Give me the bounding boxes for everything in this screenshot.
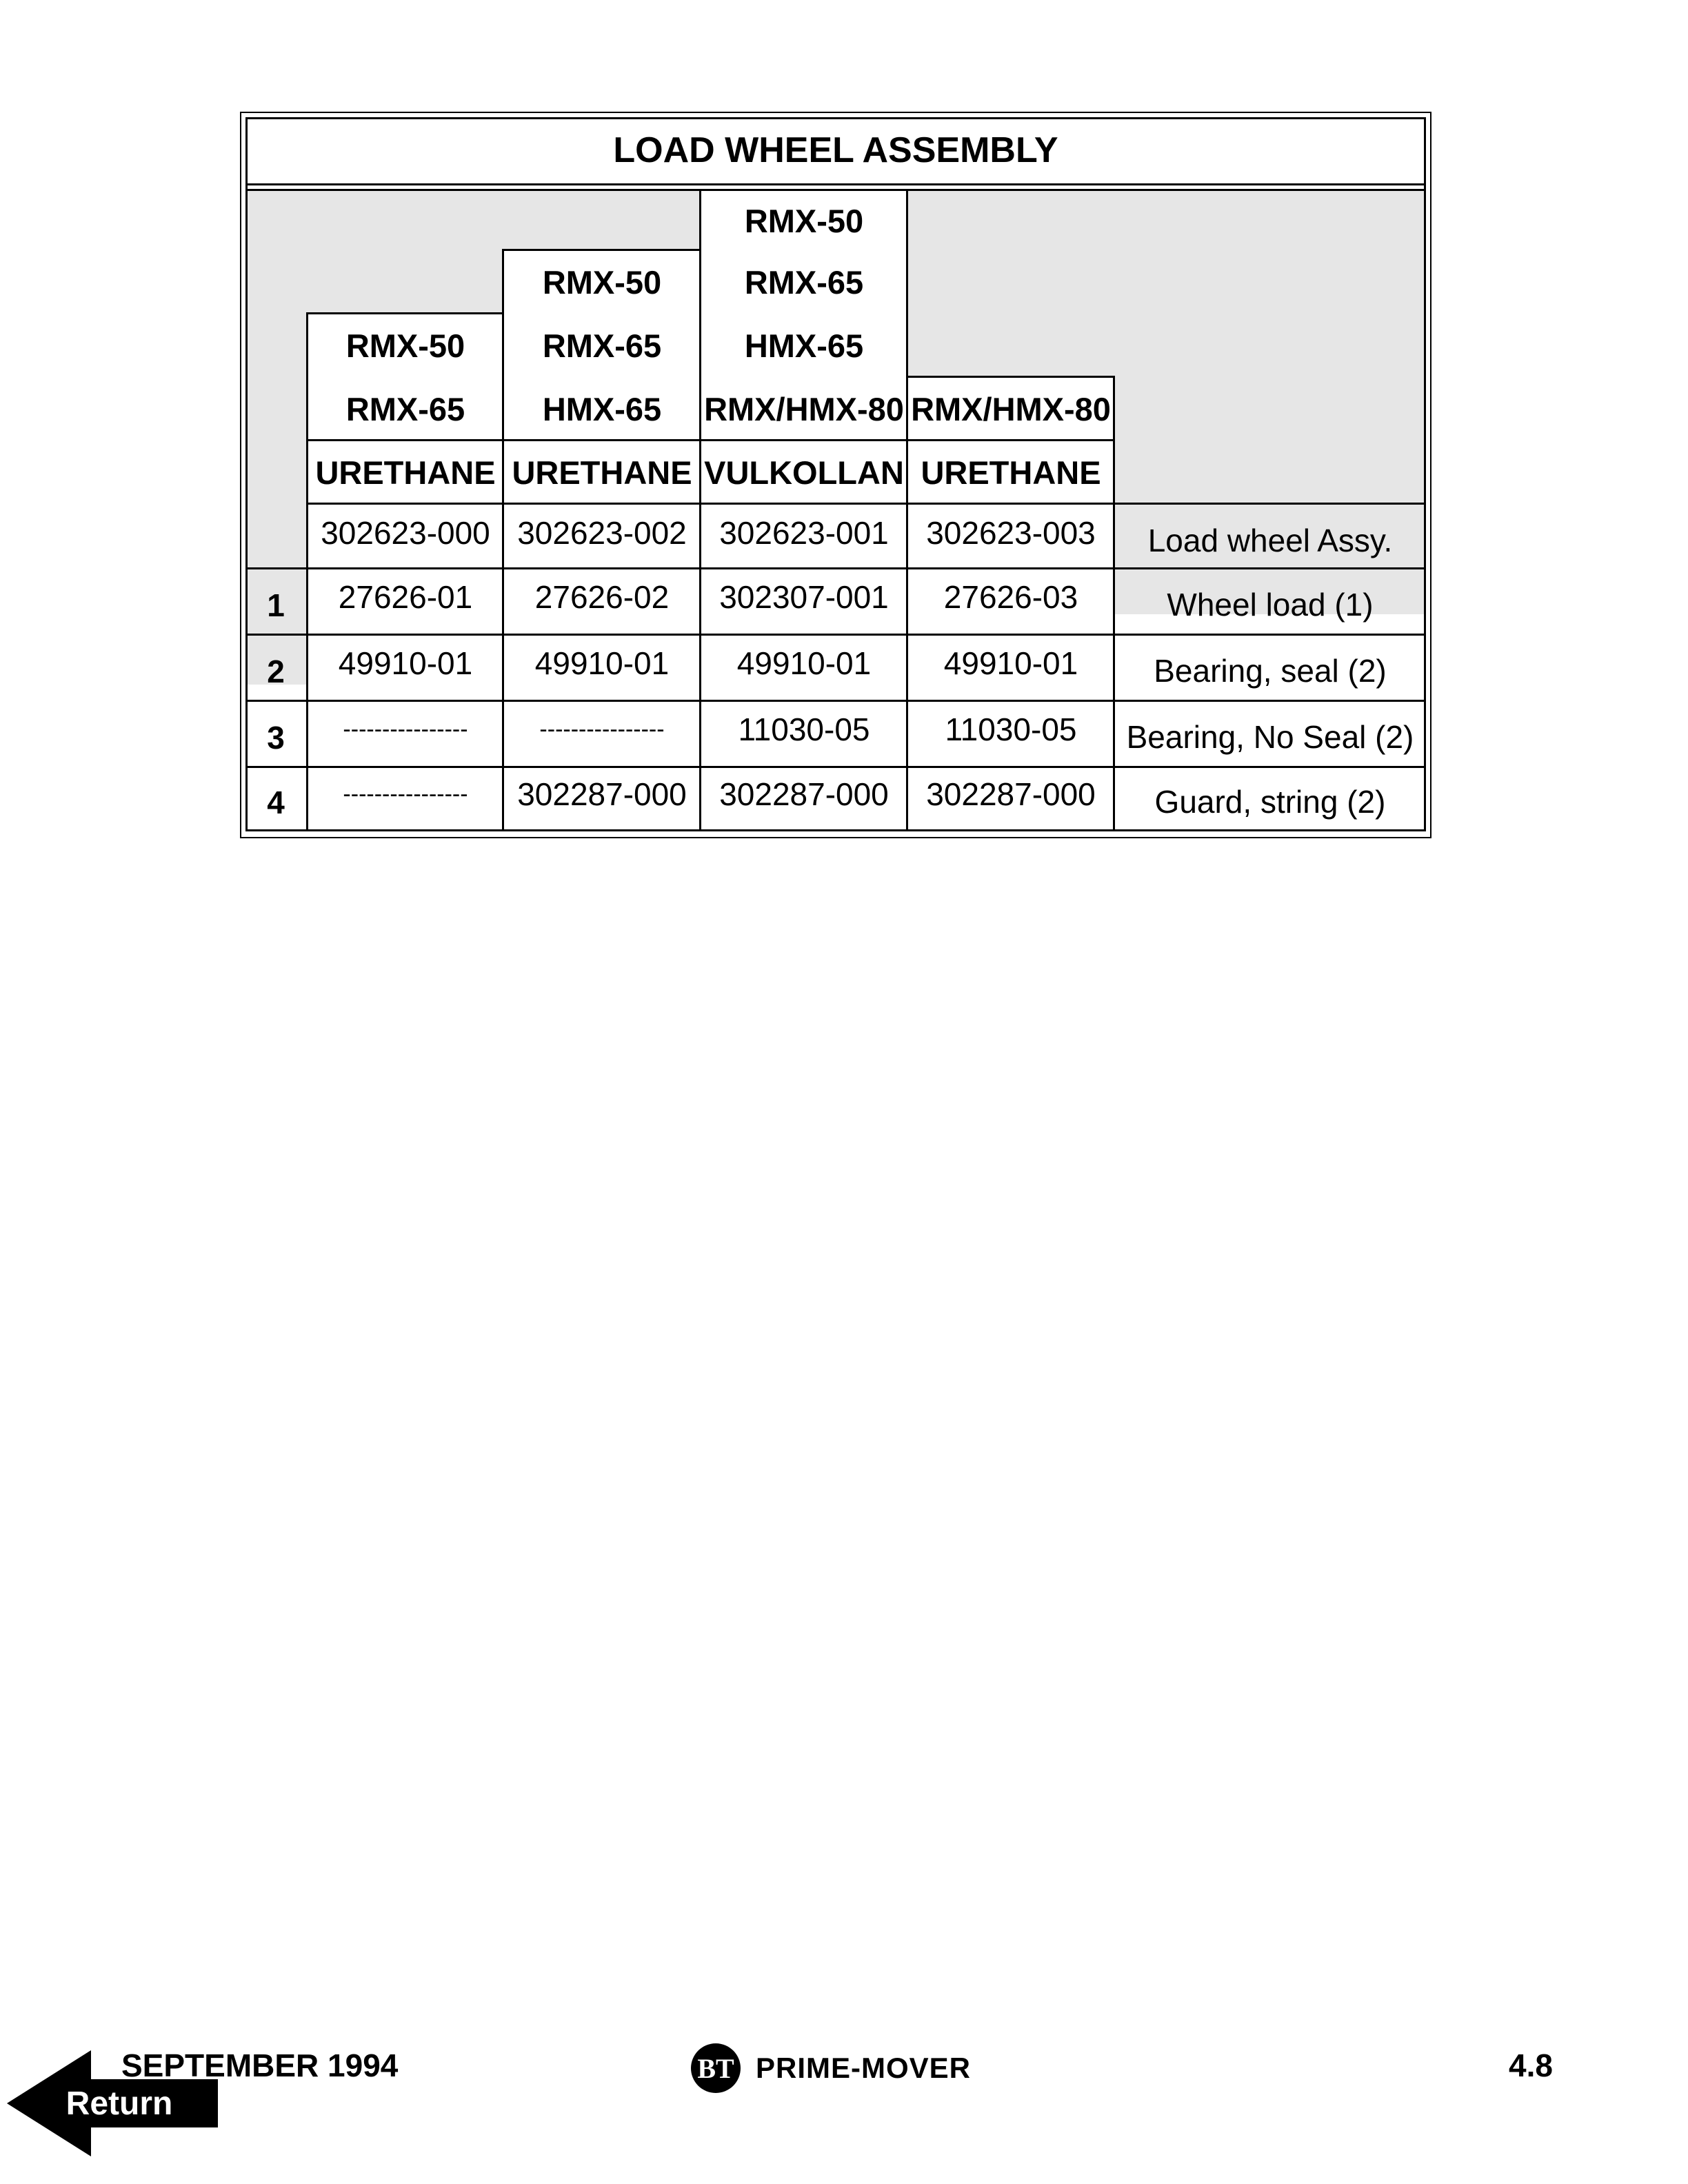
table-cell: 49910-01	[534, 645, 670, 681]
col4-assembly: 302623-003	[926, 515, 1096, 551]
col2-model-2: RMX-65	[542, 327, 662, 364]
row-number: 4	[267, 785, 285, 820]
col3-model-3: HMX-65	[744, 327, 864, 364]
col1-material: URETHANE	[315, 454, 496, 491]
table-cell: 11030-05	[945, 711, 1077, 747]
col2-material: URETHANE	[512, 454, 692, 491]
col3-model-2: RMX-65	[744, 263, 864, 301]
row-description: Wheel load (1)	[1167, 587, 1374, 623]
col3-assembly: 302623-001	[719, 515, 889, 551]
col3-model-4: RMX/HMX-80	[704, 390, 904, 427]
row-number: 1	[267, 587, 285, 623]
table-cell: 11030-05	[738, 711, 870, 747]
table-cell: ----------------	[343, 716, 468, 742]
row-description: Bearing, seal (2)	[1154, 653, 1387, 689]
bt-logo-mark: BT	[691, 2043, 741, 2093]
row-description: Bearing, No Seal (2)	[1126, 719, 1414, 755]
table-cell: 27626-03	[943, 579, 1078, 615]
col2-model-3: HMX-65	[542, 390, 662, 427]
row-number: 2	[267, 654, 285, 689]
table-cell: 302287-000	[719, 776, 889, 812]
col3-material: VULKOLLAN	[704, 454, 904, 491]
table-cell: 27626-01	[338, 579, 473, 615]
table-cell: 49910-01	[338, 645, 473, 681]
table-cell: ----------------	[539, 716, 665, 742]
col1-model-1: RMX-50	[345, 327, 465, 364]
table-cell: 27626-02	[534, 579, 670, 615]
table-cell: ----------------	[343, 780, 468, 807]
col3-model-1: RMX-50	[744, 202, 864, 239]
col1-model-2: RMX-65	[345, 390, 465, 427]
col4-material: URETHANE	[907, 441, 1114, 504]
col2-assembly: 302623-002	[517, 515, 687, 551]
table-cell: 302287-000	[926, 776, 1096, 812]
brand-logo	[690, 2042, 993, 2094]
col1-assembly: 302623-000	[321, 515, 490, 551]
table-cell: 49910-01	[943, 645, 1078, 681]
assembly-description: Load wheel Assy.	[1147, 523, 1393, 558]
return-label: Return	[66, 2085, 173, 2122]
row-description: Guard, string (2)	[1154, 784, 1386, 820]
brand-name: PRIME-MOVER	[756, 2052, 972, 2084]
table-cell: 49910-01	[736, 645, 872, 681]
parts-table	[240, 112, 1431, 838]
col2-model-1: RMX-50	[542, 263, 662, 301]
page-number: 4.8	[1509, 2048, 1553, 2083]
table-title: LOAD WHEEL ASSEMBLY	[613, 130, 1058, 170]
table-cell: 302287-000	[517, 776, 687, 812]
row-number: 3	[267, 720, 285, 756]
footer-date: SEPTEMBER 1994	[121, 2048, 399, 2083]
table-cell: 302307-001	[719, 579, 889, 615]
col4-model-1: RMX/HMX-80	[907, 377, 1114, 441]
